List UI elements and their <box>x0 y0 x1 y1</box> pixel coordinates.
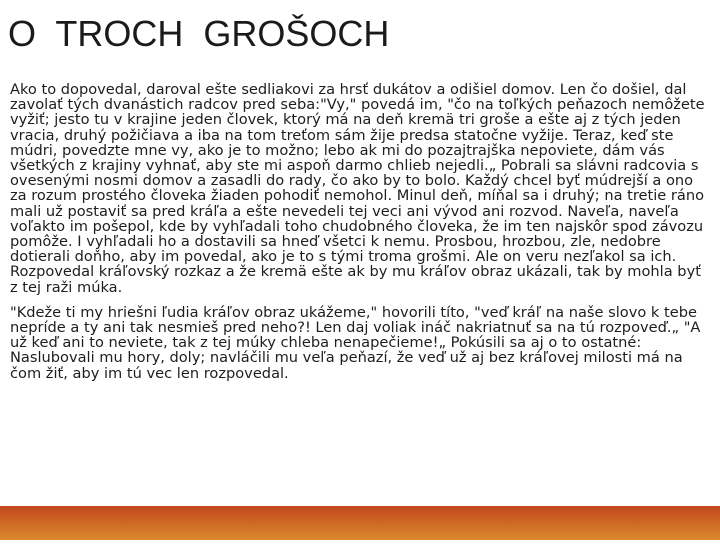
slide-title: O TROCH GROŠOCH <box>8 13 390 54</box>
slide-body <box>10 82 705 381</box>
body-paragraph-1: Ako to dopovedal, daroval ešte sedliakovi za hrsť dukátov a odišiel domov. Len čo došiel, dal zavolať tých dvanástich radcov pred seba:"Vy," povedá im, "čo na toľkých peňazoch nemôžete vyžiť; jesto tu v krajine jeden človek, ktorý má na deň kremä tri groše a ešte aj z tých jeden vracia, druhý požičiava a iba na tom treťom sám žije predsa statočne vyžije. Teraz, keď ste múdri, povedzte mne vy, ako je to možno; lebo ak mi do pozajtrajška nepoviete, dám vás všetkých z krajiny vyhnať, aby ste mi aspoň darmo chlieb nejedli.„ Pobrali sa slávni radcovia s ovesenými nosmi domov a zasadli do rady, čo ako by to bolo. Každý chcel byť múdrejší a ono za rozum prostého človeka žiaden pohodiť nemohol. Minul deň, míňal sa i druhý; na tretie ráno mali už postaviť sa pred kráľa a ešte nevedeli tej veci ani vývod ani rozvod. Naveľa, naveľa voľakto im pošepol, kde by vyhľadali toho chudobného človeka, že im ten najskôr spod závozu pomôže. I vyhľadali ho a dostavili sa hneď všetci k nemu. Prosbou, hrozbou, zle, nedobre dotierali doňho, aby im povedal, ako je to s tými troma grošmi. Ale on veru nezľakol sa ich. Rozpovedal kráľovský rozkaz a že kremä ešte ak by mu kráľov obraz ukázali, tak by mohla byť z tej raži múka. <box>10 81 705 296</box>
footer-accent-bar <box>0 506 720 540</box>
body-paragraph-2: "Kdeže ti my hriešni ľudia kráľov obraz ukážeme," hovorili títo, "veď kráľ na naše slovo k tebe nepríde a ty ani tak nesmieš pred neho?! Len daj voliak ináč nakriatnuť sa na tú rozpoveď.„ "A už keď ani to neviete, tak z tej múky chleba nenapečieme!„ Pokúsili sa aj o to ostatné: Naslubovali mu hory, doly; navláčili mu veľa peňazí, že veď už aj bez kráľovej milosti má na čom žiť, aby im tú vec len rozpovedal. <box>10 303 701 382</box>
